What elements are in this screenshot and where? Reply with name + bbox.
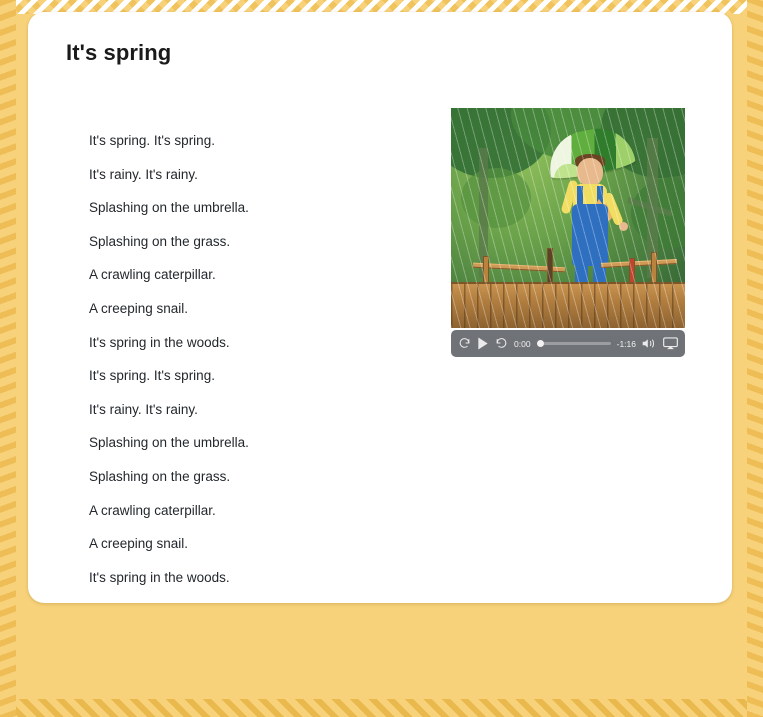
play-icon[interactable] [477, 335, 489, 353]
lyric-line: A crawling caterpillar. [89, 267, 216, 283]
lyric-line: It's rainy. It's rainy. [89, 401, 198, 417]
lyric-line: Splashing on the grass. [89, 233, 231, 249]
lyrics-block [89, 124, 419, 594]
rain-overlay [451, 108, 685, 328]
lyric-line: It's spring. It's spring. [89, 133, 215, 148]
torn-edge-left [0, 0, 16, 717]
content-card [28, 12, 732, 603]
lyric-line: A creeping snail. [89, 536, 189, 552]
lyric-line: Splashing on the grass. [89, 468, 231, 484]
current-time: 0:00 [514, 338, 531, 349]
lyric-line: It's spring. It's spring. [89, 368, 215, 384]
lyric-line: It's spring in the woods. [89, 569, 230, 585]
scrubber-knob[interactable] [537, 340, 544, 347]
torn-edge-right [747, 0, 763, 717]
lyric-line: Splashing on the umbrella. [89, 200, 249, 216]
lyric-line: A crawling caterpillar. [89, 502, 216, 518]
page-title: It's spring [66, 40, 172, 65]
airplay-icon[interactable] [663, 335, 678, 353]
video-player[interactable] [451, 108, 685, 357]
video-poster[interactable] [451, 108, 685, 328]
player-controls-bar[interactable] [451, 330, 685, 357]
volume-icon[interactable] [642, 335, 657, 353]
skip-back-30-icon[interactable] [458, 335, 471, 353]
lyric-line: It's spring in the woods. [89, 334, 230, 350]
lyric-line: A creeping snail. [89, 300, 189, 316]
lyric-line: It's rainy. It's rainy. [89, 166, 198, 182]
torn-edge-bottom [0, 699, 763, 717]
remaining-time: -1:16 [616, 338, 636, 349]
skip-forward-30-icon[interactable] [495, 335, 508, 353]
scrubber-track [537, 342, 611, 345]
lyric-line: Splashing on the umbrella. [89, 435, 249, 451]
scrubber-slider[interactable] [537, 337, 611, 351]
